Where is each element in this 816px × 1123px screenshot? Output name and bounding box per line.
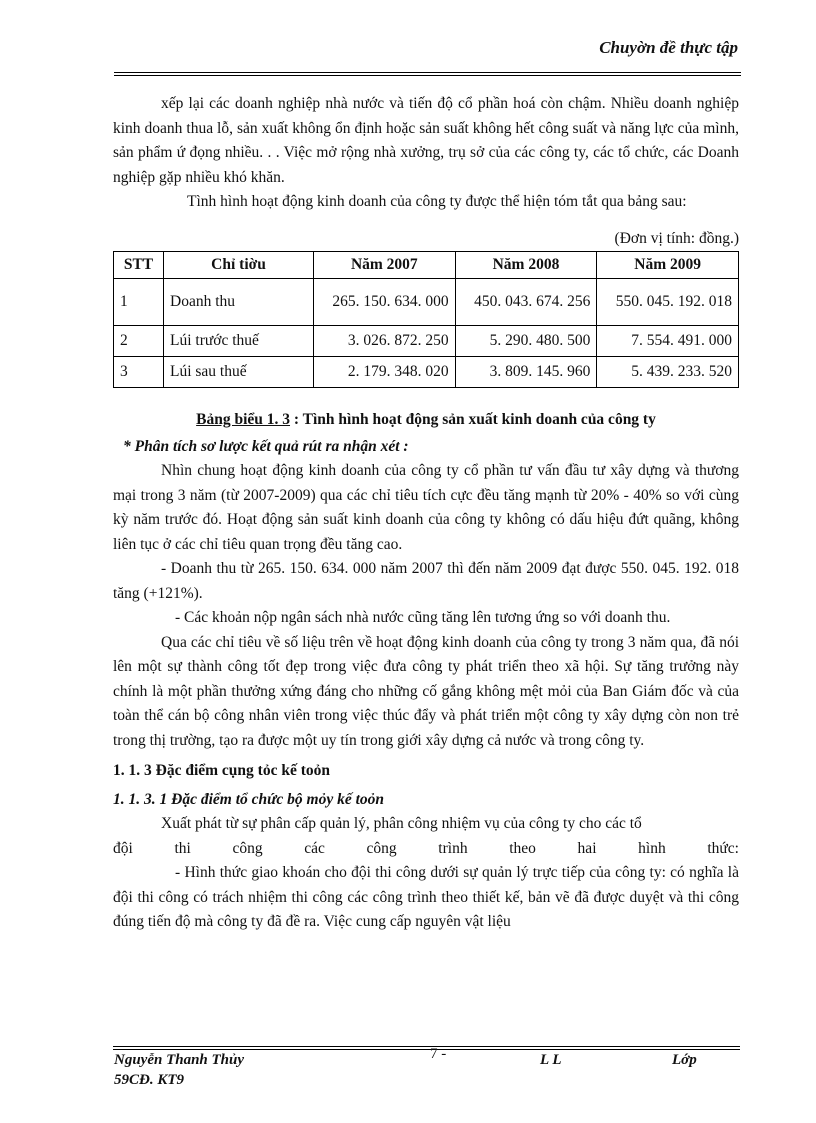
header-cell: Chỉ tiờu (164, 252, 314, 279)
table-cell: 3 (114, 357, 164, 388)
paragraph: xếp lại các doanh nghiệp nhà nước và tiến độ cổ phần hoá còn chậm. Nhiều doanh nghiệp kinh doanh thua lỗ, sản xuất không ổn định hoặc sản suất không hết công suất và năng lực của mình, sản phẩm ứ đọng nhiều. . . Việc mở rộng nhà xưởng, trụ sở của các công ty, các tổ chức, các Doanh nghiệp gặp nhiều khó khăn. (113, 95, 739, 186)
table-cell: 2 (114, 326, 164, 357)
table-cell: 3. 809. 145. 960 (455, 357, 597, 388)
header-cell: STT (114, 252, 164, 279)
table-row (114, 357, 739, 388)
page-number: 7 - (430, 1046, 447, 1062)
subsection-heading: 1. 1. 3. 1 Đặc điểm tổ chức bộ mỏy kế toỏn (113, 790, 385, 808)
table-cell: 5. 290. 480. 500 (455, 326, 597, 357)
footer-class-label: Lớp (672, 1052, 697, 1068)
paragraph: - Hình thức giao khoán cho đội thi công dưới sự quản lý trực tiếp của công ty: có nghĩa là đội thi công có trách nhiệm thi công các công trình theo thiết kế, bản vẽ đã được duyệt và thi công đúng tiến độ mà công ty đã đề ra. Việc cung cấp nguyên vật liệu (113, 864, 739, 930)
table-caption (113, 408, 739, 433)
header-cell: Năm 2008 (455, 252, 597, 279)
table-header-row (114, 252, 739, 279)
table-unit-note: (Đơn vị tính: đồng.) (614, 229, 739, 247)
paragraph: đội thi công các công trình theo hai hình thức: (113, 839, 739, 857)
table-cell: 3. 026. 872. 250 (314, 326, 456, 357)
footer-class-code: 59CĐ. KT9 (114, 1072, 185, 1088)
table-cell: Doanh thu (164, 279, 314, 326)
table-cell: 450. 043. 674. 256 (455, 279, 597, 326)
table-row (114, 326, 739, 357)
table-cell: 7. 554. 491. 000 (597, 326, 739, 357)
running-header-title: Chuyờn đề thực tập (599, 38, 738, 57)
paragraph: - Doanh thu từ 265. 150. 634. 000 năm 2007 thì đến năm 2009 đạt được 550. 045. 192. 018 tăng (+121%). (113, 560, 739, 602)
table-cell: 5. 439. 233. 520 (597, 357, 739, 388)
table-row (114, 279, 739, 326)
caption-text: : Tình hình hoạt động sản xuất kinh doanh của công ty (290, 411, 656, 428)
table-cell: 550. 045. 192. 018 (597, 279, 739, 326)
table-cell: 1 (114, 279, 164, 326)
table-cell: 2. 179. 348. 020 (314, 357, 456, 388)
header-rule (114, 72, 741, 76)
analysis-heading: * Phân tích sơ lược kết quả rút ra nhận xét : (123, 437, 409, 455)
paragraph: Tình hình hoạt động kinh doanh của công ty được thể hiện tóm tắt qua bảng sau: (187, 193, 687, 210)
caption-label: Bảng biểu 1. 3 (196, 411, 291, 428)
header-cell: Năm 2007 (314, 252, 456, 279)
section-heading: 1. 1. 3 Đặc điểm cụng tỏc kế toỏn (113, 762, 330, 779)
table-cell: Lúi trước thuế (164, 326, 314, 357)
footer-mid: L L (540, 1052, 562, 1068)
header-cell: Năm 2009 (597, 252, 739, 279)
paragraph: - Các khoản nộp ngân sách nhà nước cũng tăng lên tương ứng so với doanh thu. (175, 609, 671, 626)
paragraph: Qua các chỉ tiêu về số liệu trên về hoạt động kinh doanh của công ty trong 3 năm qua, đã nói lên một sự thành công tốt đẹp trong việc đưa công ty phát triển theo xã hội. Sự tăng trưởng này chính là một phần thưởng xứng đáng cho những cố gắng không mệt mỏi của Ban Giám đốc và của toàn thể cán bộ công nhân viên trong việc thúc đẩy và phát triển một công ty xây dựng còn non trẻ trong thị trường, tạo ra được một uy tín trong giới xây dựng cả nước và trong công ty. (113, 633, 739, 749)
table-cell: Lúi sau thuế (164, 357, 314, 388)
business-results-table (113, 251, 739, 388)
footer-author: Nguyễn Thanh Thủy (114, 1052, 245, 1068)
paragraph: Nhìn chung hoạt động kinh doanh của công ty cổ phần tư vấn đầu tư xây dựng và thương mại trong 3 năm (từ 2007-2009) qua các chỉ tiêu tích cực đều tăng mạnh từ 20% - 40% so với cùng kỳ năm trước đó. Hoạt động sản suất kinh doanh của công ty không có dấu hiệu đứt quãng, không liên tục ở các chỉ tiêu quan trọng đều tăng cao. (113, 462, 739, 553)
page-body (113, 92, 739, 935)
paragraph: Xuất phát từ sự phân cấp quản lý, phân công nhiệm vụ của công ty cho các tổ (161, 815, 642, 832)
footer-rule (113, 1046, 740, 1050)
table-cell: 265. 150. 634. 000 (314, 279, 456, 326)
